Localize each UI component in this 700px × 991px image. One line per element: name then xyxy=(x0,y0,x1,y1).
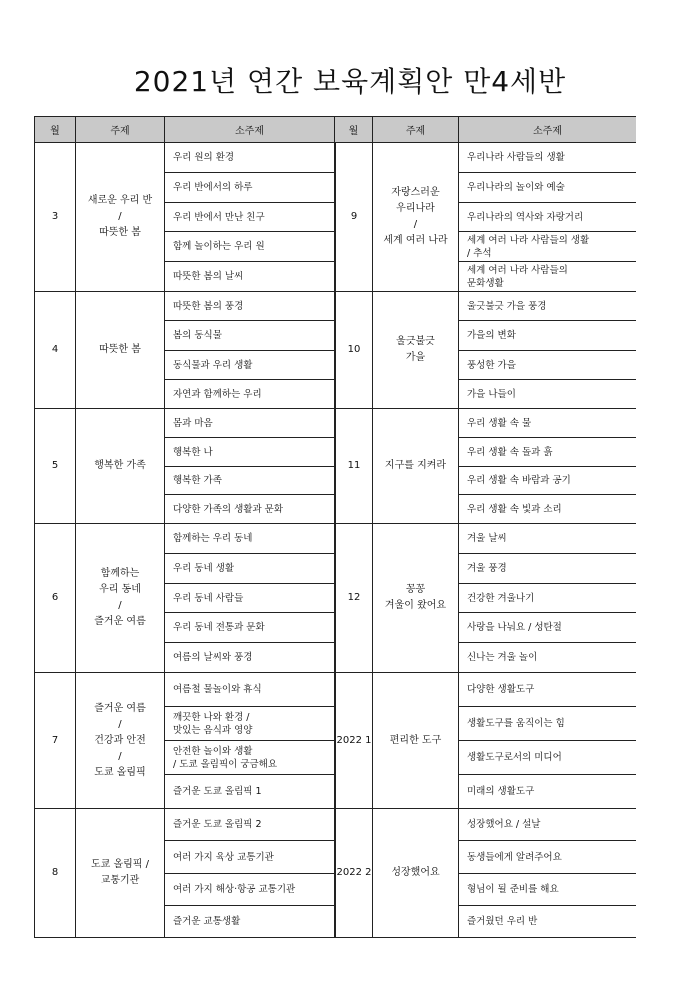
subtopic-cell-text: 생활도구를 움직이는 힘 xyxy=(467,718,565,729)
subtopic-cell xyxy=(459,554,636,584)
topic-cell-text: 편리한 도구 xyxy=(389,734,442,746)
subtopic-cell-text: 우리 생활 속 돌과 흙 xyxy=(467,446,553,458)
subtopic-cell xyxy=(165,292,335,321)
topic-cell-text: 행복한 가족 xyxy=(94,460,146,471)
header-month-right: 월 xyxy=(335,117,373,143)
subtopic-cell-text: 풍성한 가을 xyxy=(467,359,516,371)
month-cell-text: 7 xyxy=(51,734,59,746)
month-cell xyxy=(335,809,373,938)
topic-cell xyxy=(76,292,165,409)
topic-cell xyxy=(76,524,165,673)
subtopic-cell-text: 우리 생활 속 빛과 소리 xyxy=(467,503,562,515)
subtopic-cell xyxy=(459,874,636,906)
subtopic-cell-text: 성장했어요 / 설날 xyxy=(467,819,541,830)
subtopic-cell xyxy=(165,380,335,409)
subtopic-cell-text: 우리 반에서 만난 친구 xyxy=(173,211,265,223)
subtopic-cell xyxy=(459,584,636,613)
month-cell-text: 3 xyxy=(51,211,59,222)
subtopic-cell xyxy=(459,262,636,292)
topic-cell-text: 꽁꽁 겨울이 왔어요 xyxy=(384,584,447,611)
subtopic-cell xyxy=(459,673,636,707)
subtopic-cell xyxy=(165,673,335,707)
month-cell-text: 12 xyxy=(347,592,361,603)
topic-cell xyxy=(76,409,165,524)
subtopic-cell-text: 깨끗한 나와 환경 / 맛있는 음식과 영양 xyxy=(173,711,253,736)
topic-cell-text: 자랑스러운 우리나라 / 세계 여러 나라 xyxy=(383,187,448,246)
month-cell-text: 8 xyxy=(51,867,59,878)
topic-cell-text: 함께하는 우리 동네 / 즐거운 여름 xyxy=(94,568,146,627)
subtopic-cell xyxy=(459,143,636,173)
subtopic-cell-text: 즐거운 교통생활 xyxy=(173,916,241,927)
subtopic-cell xyxy=(459,232,636,262)
topic-cell xyxy=(373,524,459,673)
subtopic-cell-text: 안전한 놀이와 생활 / 도쿄 올림픽이 궁금해요 xyxy=(173,745,278,770)
month-cell-text: 6 xyxy=(51,592,59,603)
subtopic-cell xyxy=(165,438,335,467)
topic-cell-text: 성장했어요 xyxy=(391,867,440,878)
month-cell xyxy=(335,524,373,673)
subtopic-cell-text: 세계 여러 나라 사람들의 문화생활 xyxy=(467,264,568,289)
subtopic-cell-text: 여러 가지 육상 교통기관 xyxy=(173,851,274,863)
subtopic-cell xyxy=(165,321,335,351)
subtopic-cell-text: 즐거운 도쿄 올림픽 1 xyxy=(173,786,262,797)
subtopic-cell-text: 따뜻한 봄의 날씨 xyxy=(173,271,244,282)
subtopic-cell xyxy=(165,775,335,809)
subtopic-cell-text: 가을의 변화 xyxy=(467,330,516,341)
subtopic-cell-text: 즐거웠던 우리 반 xyxy=(467,916,538,927)
page-title: 2021년 연간 보육계획안 만4세반 xyxy=(133,65,567,98)
subtopic-cell xyxy=(165,467,335,495)
month-cell xyxy=(35,409,76,524)
subtopic-cell-text: 건강한 겨울나기 xyxy=(467,592,535,604)
subtopic-cell-text: 다양한 가족의 생활과 문화 xyxy=(173,503,284,515)
subtopic-cell-text: 우리나라의 놀이와 예술 xyxy=(467,182,565,193)
subtopic-cell-text: 몸과 마음 xyxy=(173,417,213,429)
topic-cell-text: 따뜻한 봄 xyxy=(99,344,141,355)
subtopic-cell-text: 우리 생활 속 바람과 공기 xyxy=(467,475,571,486)
annual-plan-table xyxy=(34,116,636,938)
subtopic-cell-text: 미래의 생활도구 xyxy=(467,786,535,797)
subtopic-cell-text: 다양한 생활도구 xyxy=(467,684,535,695)
header-topic-left: 주제 xyxy=(76,117,165,143)
subtopic-cell xyxy=(165,707,335,741)
month-cell-text: 10 xyxy=(347,344,361,355)
topic-cell-text: 즐거운 여름 / 건강과 안전 / 도쿄 올림픽 xyxy=(94,702,146,778)
subtopic-cell-text: 여름철 물놀이와 휴식 xyxy=(173,684,262,695)
subtopic-cell-text: 여름의 날씨와 풍경 xyxy=(173,652,253,663)
subtopic-cell xyxy=(459,438,636,467)
subtopic-cell-text: 겨울 풍경 xyxy=(467,563,507,574)
subtopic-cell-text: 우리 동네 사람들 xyxy=(173,592,244,604)
subtopic-cell-text: 사랑을 나눠요 / 성탄절 xyxy=(467,622,562,633)
subtopic-cell-text: 생활도구로서의 미디어 xyxy=(467,752,562,763)
subtopic-cell xyxy=(459,707,636,741)
month-cell xyxy=(335,143,373,292)
month-cell-text: 9 xyxy=(350,211,358,222)
month-cell-text: 2022 1 xyxy=(336,734,372,746)
subtopic-cell xyxy=(165,262,335,292)
topic-cell xyxy=(76,673,165,809)
month-cell-text: 2022 2 xyxy=(336,867,372,878)
month-cell-text: 4 xyxy=(51,344,59,355)
subtopic-cell xyxy=(459,775,636,809)
subtopic-cell xyxy=(165,203,335,232)
header-subtopic-left: 소주제 xyxy=(165,117,335,143)
topic-cell xyxy=(373,292,459,409)
header-subtopic-right: 소주제 xyxy=(459,117,636,143)
topic-cell xyxy=(373,809,459,938)
subtopic-cell-text: 따뜻한 봄의 풍경 xyxy=(173,300,244,312)
subtopic-cell xyxy=(165,584,335,613)
subtopic-cell xyxy=(165,841,335,874)
subtopic-cell xyxy=(165,524,335,554)
subtopic-cell xyxy=(459,741,636,775)
subtopic-cell xyxy=(165,495,335,524)
subtopic-cell xyxy=(165,554,335,584)
subtopic-cell-text: 자연과 함께하는 우리 xyxy=(173,388,262,400)
subtopic-cell-text: 행복한 가족 xyxy=(173,475,222,486)
subtopic-cell xyxy=(165,643,335,673)
subtopic-cell xyxy=(459,380,636,409)
month-cell xyxy=(335,409,373,524)
subtopic-cell xyxy=(165,173,335,203)
subtopic-cell-text: 함께 놀이하는 우리 원 xyxy=(173,241,265,252)
month-cell xyxy=(335,292,373,409)
month-cell xyxy=(35,143,76,292)
subtopic-cell-text: 우리나라 사람들의 생활 xyxy=(467,152,565,163)
topic-cell xyxy=(76,143,165,292)
subtopic-cell xyxy=(165,613,335,643)
subtopic-cell-text: 가을 나들이 xyxy=(467,388,516,400)
month-cell-text: 11 xyxy=(347,460,361,471)
subtopic-cell-text: 겨울 날씨 xyxy=(467,533,507,544)
subtopic-cell xyxy=(459,809,636,841)
subtopic-cell-text: 울긋불긋 가을 풍경 xyxy=(467,300,547,312)
subtopic-cell-text: 신나는 겨울 놀이 xyxy=(467,652,538,663)
subtopic-cell xyxy=(459,409,636,438)
subtopic-cell-text: 우리나라의 역사와 자랑거리 xyxy=(467,211,584,223)
subtopic-cell-text: 우리 원의 환경 xyxy=(173,152,235,163)
month-cell xyxy=(335,673,373,809)
month-cell-text: 5 xyxy=(51,460,59,471)
topic-cell xyxy=(373,409,459,524)
subtopic-cell xyxy=(459,467,636,495)
topic-cell-text: 지구를 지켜라 xyxy=(384,460,447,471)
subtopic-cell-text: 우리 동네 생활 xyxy=(173,563,235,574)
subtopic-cell-text: 우리 생활 속 물 xyxy=(467,417,532,429)
topic-cell-text: 울긋불긋 가을 xyxy=(396,336,435,363)
subtopic-cell xyxy=(459,524,636,554)
subtopic-cell-text: 우리 동네 전통과 문화 xyxy=(173,622,265,633)
month-cell xyxy=(35,673,76,809)
subtopic-cell-text: 즐거운 도쿄 올림픽 2 xyxy=(173,819,262,830)
topic-cell xyxy=(373,673,459,809)
month-cell xyxy=(35,809,76,938)
subtopic-cell xyxy=(459,906,636,938)
subtopic-cell xyxy=(459,173,636,203)
subtopic-cell-text: 동생들에게 알려주어요 xyxy=(467,851,562,863)
subtopic-cell-text: 형님이 될 준비를 해요 xyxy=(467,884,559,895)
topic-cell-text: 도쿄 올림픽 / 교통기관 xyxy=(90,859,150,886)
topic-cell xyxy=(373,143,459,292)
subtopic-cell xyxy=(165,232,335,262)
subtopic-cell xyxy=(165,741,335,775)
subtopic-cell-text: 행복한 나 xyxy=(173,446,213,458)
subtopic-cell xyxy=(165,143,335,173)
subtopic-cell xyxy=(459,203,636,232)
subtopic-cell-text: 우리 반에서의 하루 xyxy=(173,182,253,193)
subtopic-cell xyxy=(459,321,636,351)
subtopic-cell xyxy=(459,495,636,524)
subtopic-cell-text: 봄의 동식물 xyxy=(173,330,222,341)
subtopic-cell xyxy=(165,351,335,380)
subtopic-cell xyxy=(459,351,636,380)
subtopic-cell-text: 함께하는 우리 동네 xyxy=(173,533,253,544)
subtopic-cell-text: 여러 가지 해상·항공 교통기관 xyxy=(173,884,296,895)
subtopic-cell-text: 세계 여러 나라 사람들의 생활 / 추석 xyxy=(467,234,590,259)
subtopic-cell xyxy=(459,841,636,874)
header-topic-right: 주제 xyxy=(373,117,459,143)
subtopic-cell-text: 동식물과 우리 생활 xyxy=(173,359,253,371)
subtopic-cell xyxy=(459,292,636,321)
subtopic-cell xyxy=(165,906,335,938)
month-cell xyxy=(35,524,76,673)
month-cell xyxy=(35,292,76,409)
subtopic-cell xyxy=(165,874,335,906)
topic-cell-text: 새로운 우리 반 / 따뜻한 봄 xyxy=(87,195,153,238)
subtopic-cell xyxy=(165,409,335,438)
subtopic-cell xyxy=(459,613,636,643)
header-month-left: 월 xyxy=(35,117,76,143)
subtopic-cell xyxy=(165,809,335,841)
subtopic-cell xyxy=(459,643,636,673)
topic-cell xyxy=(76,809,165,938)
